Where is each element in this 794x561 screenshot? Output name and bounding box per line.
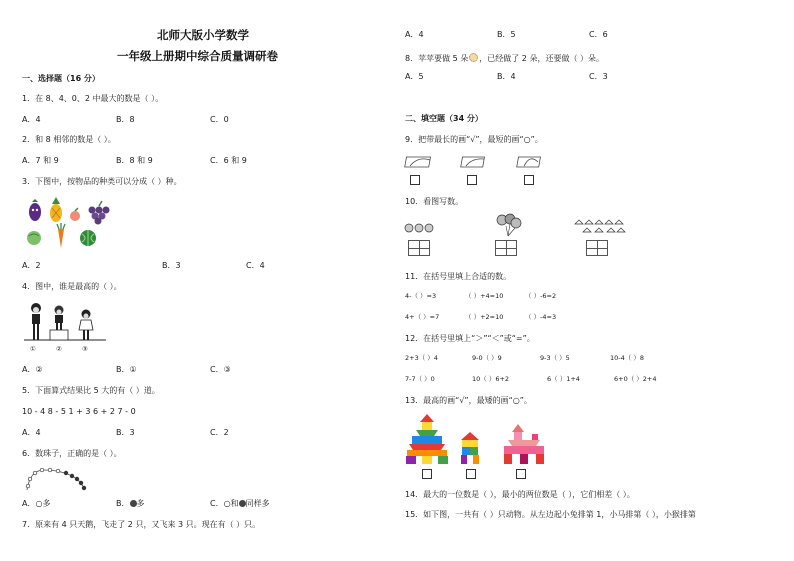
- q6-option-a[interactable]: A．○多: [22, 499, 51, 508]
- question-4: 4．图中，谁是最高的（ ）。: [22, 282, 122, 291]
- q12-row2-item4[interactable]: 6+0（ ）2+4: [614, 375, 657, 383]
- q13-answer-box-3[interactable]: [516, 469, 526, 479]
- q1-option-a[interactable]: A．4: [22, 115, 41, 124]
- page-title: 北师大版小学数学: [157, 28, 249, 42]
- block-building-image-2: [459, 432, 481, 464]
- q12-row1-item3[interactable]: 9-3（ ）5: [540, 354, 570, 362]
- q12-row1-item4[interactable]: 10-4（ ）8: [610, 354, 644, 362]
- counting-image-1: [404, 222, 434, 234]
- q1-option-c[interactable]: C．0: [210, 115, 229, 124]
- q8-option-b[interactable]: B．4: [497, 72, 516, 81]
- q4-option-a[interactable]: A．②: [22, 365, 43, 374]
- q8-text-end: ，已经做了 2 朵，还要做（ ）朵。: [479, 54, 604, 63]
- ribbon-image-2: [462, 154, 488, 170]
- q6-option-c-prefix: C．○和: [210, 499, 239, 508]
- block-building-image-1: [404, 414, 450, 464]
- q1-option-b[interactable]: B．8: [116, 115, 135, 124]
- q6-option-b[interactable]: [116, 500, 145, 508]
- section-2-title: 二、填空题（34 分）: [405, 114, 483, 123]
- q3-option-a[interactable]: A．2: [22, 261, 41, 270]
- beads-string-image: [24, 464, 88, 492]
- fruit-vegetable-image: [22, 196, 122, 252]
- q3-option-c[interactable]: C．4: [246, 261, 265, 270]
- q11-row2-item1[interactable]: 4+（ ）=7: [405, 313, 440, 321]
- abacus-box-2[interactable]: [495, 240, 517, 256]
- q5-expressions: 10 - 4 8 - 5 1 + 3 6 + 2 7 - 0: [22, 407, 136, 416]
- counting-image-2: [494, 214, 522, 236]
- q12-row2-item3[interactable]: 6（ ）1+4: [547, 375, 580, 383]
- q2-option-b[interactable]: B．8 和 9: [116, 156, 153, 165]
- ribbon-image-3: [518, 154, 544, 170]
- q8-text-start: 8．苹苹要做 5 朵: [405, 54, 469, 63]
- q9-answer-box-1[interactable]: [410, 175, 420, 185]
- q6-option-b-prefix: B．: [116, 499, 130, 508]
- children-height-image: [24, 300, 106, 350]
- section-1-title: 一、选择题（16 分）: [22, 74, 100, 83]
- question-10: 10．看图写数。: [405, 197, 464, 206]
- q11-row2-item3[interactable]: （ ）-4=3: [525, 313, 557, 321]
- dark-bead-icon: [239, 500, 246, 507]
- question-9: 9．把带最长的画“√”，最短的画“○”。: [405, 135, 543, 144]
- q13-answer-box-1[interactable]: [422, 469, 432, 479]
- counting-image-3: [573, 218, 629, 234]
- q12-row1-item2[interactable]: 9-0（ ）9: [472, 354, 502, 362]
- q6-option-b-suffix: 多: [136, 499, 145, 508]
- q11-row1-item1[interactable]: 4-（ ）=3: [405, 292, 437, 300]
- q5-option-c[interactable]: C．2: [210, 428, 229, 437]
- q4-option-c[interactable]: C．③: [210, 365, 231, 374]
- q9-answer-box-2[interactable]: [467, 175, 477, 185]
- q11-row2-item2[interactable]: （ ）+2=10: [465, 313, 504, 321]
- question-15: 15．如下图，一共有（ ）只动物。从左边起小兔排第 1，小马排第（ ），小猴排第: [405, 510, 696, 519]
- q8-option-c[interactable]: C．3: [589, 72, 608, 81]
- abacus-box-1[interactable]: [408, 240, 430, 256]
- page-subtitle: 一年级上册期中综合质量调研卷: [117, 49, 278, 63]
- child-label-1: ①: [30, 345, 36, 353]
- block-building-image-3: [502, 424, 546, 464]
- question-7: 7．原来有 4 只天鹅，飞走了 2 只，又飞来 3 只。现在有（ ）只。: [22, 520, 261, 529]
- q9-answer-box-3[interactable]: [524, 175, 534, 185]
- question-6: 6．数珠子，正确的是（ ）。: [22, 449, 122, 458]
- question-12: 12．在括号里填上“＞”“＜”或“=”。: [405, 334, 535, 343]
- question-1: 1．在 8、4、0、2 中最大的数是（ ）。: [22, 94, 164, 103]
- q2-option-a[interactable]: A．7 和 9: [22, 156, 59, 165]
- q7-option-c[interactable]: C．6: [589, 30, 608, 39]
- q12-row2-item2[interactable]: 10（ ）6+2: [472, 375, 510, 383]
- q12-row2-item1[interactable]: 7-7（ ）0: [405, 375, 435, 383]
- dark-bead-icon: [130, 500, 137, 507]
- question-2: 2．和 8 相邻的数是（ ）。: [22, 135, 116, 144]
- q11-row1-item2[interactable]: （ ）+4=10: [465, 292, 504, 300]
- q13-answer-box-2[interactable]: [466, 469, 476, 479]
- q5-option-a[interactable]: A．4: [22, 428, 41, 437]
- flower-icon: [469, 53, 478, 62]
- q6-option-c[interactable]: [210, 500, 270, 508]
- question-3: 3．下图中，按物品的种类可以分成（ ）种。: [22, 177, 182, 186]
- q3-option-b[interactable]: B．3: [162, 261, 181, 270]
- q7-option-b[interactable]: B．5: [497, 30, 516, 39]
- question-8: [405, 53, 604, 63]
- ribbon-image-1: [406, 154, 434, 170]
- question-5: 5．下面算式结果比 5 大的有（ ）道。: [22, 386, 160, 395]
- child-label-2: ②: [56, 345, 62, 353]
- q11-row1-item3[interactable]: （ ）-6=2: [525, 292, 557, 300]
- question-14: 14．最大的一位数是（ ），最小的两位数是（ ），它们相差（ ）。: [405, 490, 635, 499]
- child-label-3: ③: [82, 345, 88, 353]
- q5-option-b[interactable]: B．3: [116, 428, 135, 437]
- question-13: 13．最高的画“√”，最矮的画“○”。: [405, 396, 532, 405]
- q12-row1-item1[interactable]: 2+3（ ）4: [405, 354, 438, 362]
- question-11: 11．在括号里填上合适的数。: [405, 272, 512, 281]
- q2-option-c[interactable]: C．6 和 9: [210, 156, 247, 165]
- abacus-box-3[interactable]: [586, 240, 608, 256]
- q4-option-b[interactable]: B．①: [116, 365, 137, 374]
- q6-option-c-suffix: 同样多: [245, 499, 270, 508]
- q7-option-a[interactable]: A．4: [405, 30, 424, 39]
- q8-option-a[interactable]: A．5: [405, 72, 424, 81]
